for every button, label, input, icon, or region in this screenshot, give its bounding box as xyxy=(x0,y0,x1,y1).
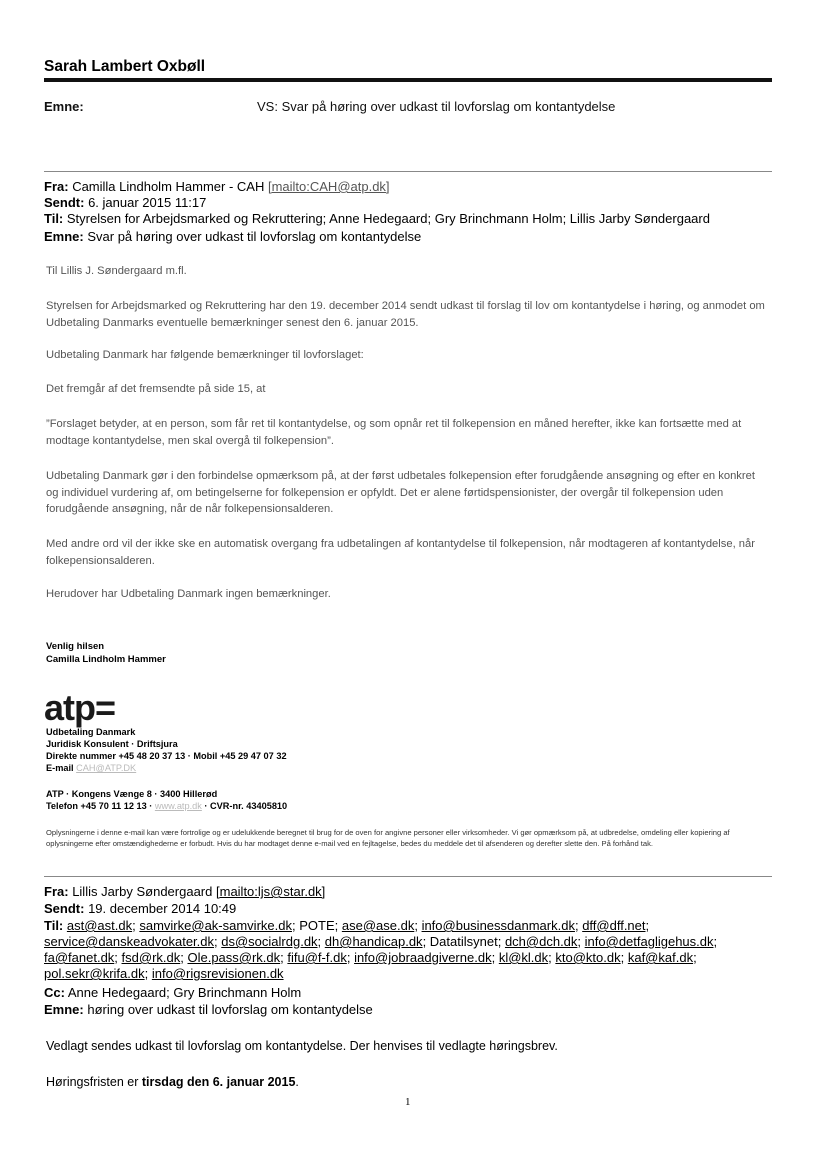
email2-from-label: Fra: xyxy=(44,884,69,899)
email2-subject-value: høring over udkast til lovforslag om kontantydelse xyxy=(87,1002,373,1017)
signature-org: Udbetaling Danmark xyxy=(46,727,136,737)
email2-to-recipient[interactable]: kaf@kaf.dk xyxy=(627,950,694,965)
email1-paragraph: Udbetaling Danmark har følgende bemærkninger til lovforslaget: xyxy=(46,349,364,361)
signature-website-link[interactable]: www.atp.dk xyxy=(154,801,202,811)
signature-cvr: · CVR-nr. 43405810 xyxy=(204,801,288,811)
email2-body-line: Vedlagt sendes udkast til lovforslag om kontantydelse. Der henvises til vedlagte høringsbrev. xyxy=(46,1039,558,1053)
email2-subject-label: Emne: xyxy=(44,1002,84,1017)
email2-cc xyxy=(44,985,774,1001)
email2-to-recipient[interactable]: samvirke@ak-samvirke.dk xyxy=(139,918,292,933)
email1-salutation: Til Lillis J. Søndergaard m.fl. xyxy=(46,265,187,277)
email1-paragraph: Det fremgår af det fremsendte på side 15, at xyxy=(46,383,266,395)
signature-name: Camilla Lindholm Hammer xyxy=(46,654,166,665)
email2-to-label: Til: xyxy=(44,918,64,933)
atp-logo: atp= xyxy=(44,687,116,728)
email2-sent xyxy=(44,901,774,917)
email2-to-recipient[interactable]: ds@socialrdg.dk xyxy=(221,934,318,949)
email2-to-recipient[interactable]: pol.sekr@krifa.dk xyxy=(44,966,145,981)
email2-to-recipient[interactable]: service@danskeadvokater.dk xyxy=(44,934,215,949)
signature-phone: Direkte nummer +45 48 20 37 13 · Mobil +45 29 47 07 32 xyxy=(46,751,287,761)
email2-to-recipient[interactable]: fsd@rk.dk xyxy=(121,950,181,965)
signature-disclaimer: Oplysningerne i denne e-mail kan være fortrolige og er udelukkende beregnet til brug for de oven for angivne personer eller virksomheder. Vi gør opmærksom på, at udbredelse, omdeling eller kopiering af oplysningerne efter omstændighederne er forbudt. Hvis du har modtaget denne e-mail ved en fejltagelse, bedes du meddele det til afsenderen og derefter slette den. På forhånd tak. xyxy=(46,828,730,848)
signature-phone-prefix: Telefon +45 70 11 12 13 · xyxy=(46,801,155,811)
email1-to xyxy=(44,211,710,227)
signature-email xyxy=(46,763,136,775)
email2-divider xyxy=(44,876,772,877)
email2-from-link[interactable]: [mailto:ljs@star.dk] xyxy=(216,884,326,899)
email2-to-recipient[interactable]: info@rigsrevisionen.dk xyxy=(151,966,284,981)
email2-sent-label: Sendt: xyxy=(44,901,85,916)
header-subject-value: VS: Svar på høring over udkast til lovforslag om kontantydelse xyxy=(257,99,616,114)
email2-to-recipient[interactable]: dff@dff.net xyxy=(582,918,646,933)
email1-sent-label: Sendt: xyxy=(44,195,85,210)
email1-paragraph: Styrelsen for Arbejdsmarked og Rekruttering har den 19. december 2014 sendt udkast til forslag til lov om kontantydelse i høring, og anmodet om Udbetaling Danmarks eventuelle bemærkninger senest den 6. januar 2015. xyxy=(46,300,765,329)
email2-deadline-date: tirsdag den 6. januar 2015 xyxy=(141,1075,296,1089)
email2-cc-label: Cc: xyxy=(44,985,65,1000)
email2-to-recipient[interactable]: Ole.pass@rk.dk xyxy=(187,950,281,965)
email1-from-label: Fra: xyxy=(44,179,69,194)
email1-to-value: Styrelsen for Arbejdsmarked og Rekruttering; Anne Hedegaard; Gry Brinchmann Holm; Lillis Jarby Søndergaard xyxy=(66,211,710,226)
email2-deadline xyxy=(46,1075,299,1089)
email2-to-recipient[interactable]: fa@fanet.dk xyxy=(44,950,115,965)
email2-to-recipient[interactable]: dh@handicap.dk xyxy=(324,934,423,949)
email2-to-recipient[interactable]: info@jobraadgiverne.dk xyxy=(354,950,492,965)
person-name: Sarah Lambert Oxbøll xyxy=(44,58,206,75)
signature-phone-website xyxy=(46,801,287,813)
email2-to-recipient[interactable]: fifu@f-f.dk xyxy=(287,950,347,965)
email1-quote: ”Forslaget betyder, at en person, som får ret til kontantydelse, og som opnår ret til folkepension en måned herefter, ikke kan fortsætte med at modtage kontantydelse, men skal overgå til folkepension”. xyxy=(46,418,742,447)
header-subject-label: Emne: xyxy=(44,99,84,114)
signature-title: Juridisk Konsulent · Driftsjura xyxy=(46,739,178,749)
signature-greeting: Venlig hilsen xyxy=(46,641,105,652)
email2-to xyxy=(44,918,774,982)
page-number: 1 xyxy=(405,1096,411,1108)
email2-deadline-suffix: . xyxy=(295,1075,299,1089)
header-subject-row xyxy=(44,99,616,114)
email2-subject xyxy=(44,1002,774,1018)
signature-email-link[interactable]: CAH@ATP.DK xyxy=(76,763,137,773)
header-divider xyxy=(44,78,772,82)
email2-from-name: Lillis Jarby Søndergaard xyxy=(72,884,213,899)
email2-sent-value: 19. december 2014 10:49 xyxy=(88,901,237,916)
email2-to-recipient[interactable]: ase@ase.dk xyxy=(341,918,415,933)
email2-to-list: ast@ast.dk; samvirke@ak-samvirke.dk; POTE; ase@ase.dk; info@businessdanmark.dk; dff@dff.net; service@danskeadvokater.dk; ds@socialrdg.dk; dh@handicap.dk; Datatilsynet; dch@dch.dk; info@detfagligehus.dk; fa@fanet.dk; fsd@rk.dk; Ole.pass@rk.dk; fifu@f-f.dk; info@jobraadgiverne.dk; kl@kl.dk; kto@kto.dk; kaf@kaf.dk; pol.sekr@krifa.dk; info@rigsrevisionen.dk xyxy=(44,918,718,981)
email2-to-recipient[interactable]: info@businessdanmark.dk xyxy=(421,918,575,933)
email1-paragraph: Udbetaling Danmark gør i den forbindelse opmærksom på, at der først udbetales folkepension efter forudgående ansøgning og efter en konkret og individuel vurdering af, om betingelserne for folkepension er opfyldt. Det er alene førtidspensionister, der overgår til folkepension uden forudgående ansøgning, når de når folkepensionsalderen. xyxy=(46,470,755,515)
email2-cc-value: Anne Hedegaard; Gry Brinchmann Holm xyxy=(67,985,302,1000)
email1-subject-label: Emne: xyxy=(44,229,84,244)
email1-from-link[interactable]: [mailto:CAH@atp.dk] xyxy=(267,179,390,194)
signature-email-label: E-mail xyxy=(46,763,74,773)
email2-from xyxy=(44,884,774,900)
email1-from xyxy=(44,179,390,195)
email2-to-recipient[interactable]: ast@ast.dk xyxy=(66,918,133,933)
email2-to-recipient[interactable]: info@detfagligehus.dk xyxy=(584,934,714,949)
email2-to-recipient: Datatilsynet xyxy=(429,934,498,949)
email1-subject xyxy=(44,229,421,245)
email2-to-recipient: POTE xyxy=(299,918,335,933)
email1-paragraph: Herudover har Udbetaling Danmark ingen bemærkninger. xyxy=(46,588,331,600)
email1-sent-value: 6. januar 2015 11:17 xyxy=(88,195,207,210)
email2-deadline-prefix: Høringsfristen er xyxy=(46,1075,142,1089)
email2-to-recipient[interactable]: kto@kto.dk xyxy=(555,950,621,965)
email1-to-label: Til: xyxy=(44,211,64,226)
email1-sent xyxy=(44,195,206,211)
email1-subject-value: Svar på høring over udkast til lovforslag om kontantydelse xyxy=(87,229,422,244)
email1-divider xyxy=(44,171,772,172)
email2-to-recipient[interactable]: dch@dch.dk xyxy=(504,934,578,949)
email1-paragraph: Med andre ord vil der ikke ske en automatisk overgang fra udbetalingen af kontantydelse til folkepension, når modtageren af kontantydelse, når folkepensionsalderen. xyxy=(46,538,755,567)
email1-from-name: Camilla Lindholm Hammer - CAH xyxy=(72,179,265,194)
email2-to-recipient[interactable]: kl@kl.dk xyxy=(498,950,549,965)
signature-address: ATP · Kongens Vænge 8 · 3400 Hillerød xyxy=(46,789,218,799)
